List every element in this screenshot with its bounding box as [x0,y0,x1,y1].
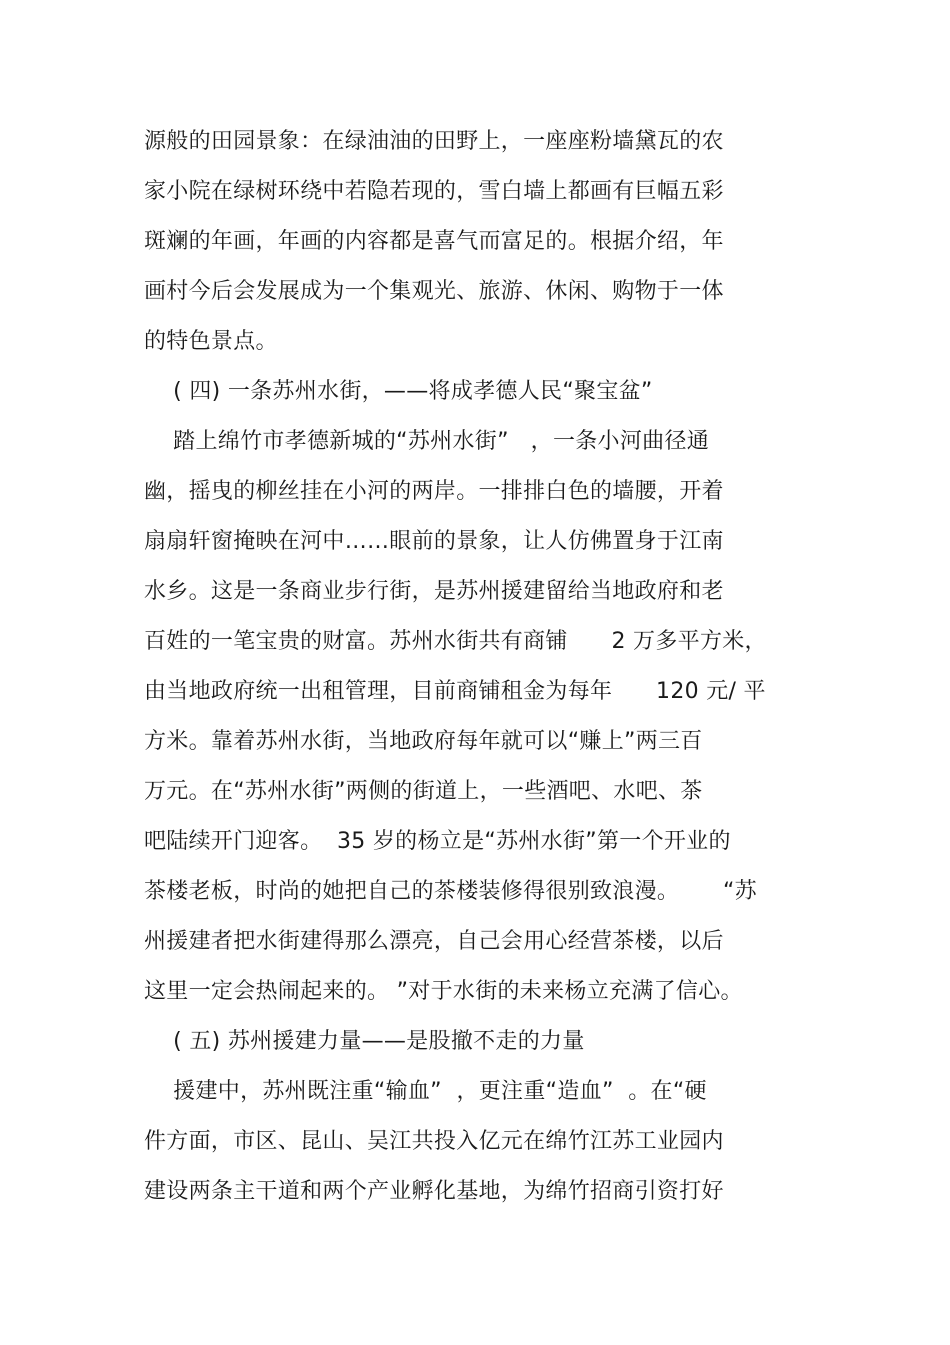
text-line: 件方面，市区、昆山、吴江共投入亿元在绵竹江苏工业园内 [144,1129,724,1154]
text-line: 这里一定会热闹起来的。 ”对于水街的未来杨立充满了信心。 [144,979,743,1004]
text-line: 水乡。这是一条商业步行街，是苏州援建留给当地政府和老 [144,579,724,604]
text-line: 斑斓的年画，年画的内容都是喜气而富足的。根据介绍，年 [144,229,724,254]
text-line: 幽，摇曳的柳丝挂在小河的两岸。一排排白色的墙腰，开着 [144,479,724,504]
text-line: 援建中，苏州既注重“输血” ，更注重“造血” 。在“硬 [144,1079,707,1104]
section-heading: ( 四) 一条苏州水街，——将成孝德人民“聚宝盆” [144,379,653,404]
text-line: 画村今后会发展成为一个集观光、旅游、休闲、购物于一体 [144,279,724,304]
text-line: 家小院在绿树环绕中若隐若现的，雪白墙上都画有巨幅五彩 [144,179,724,204]
section-heading: ( 五) 苏州援建力量——是股撤不走的力量 [144,1029,585,1054]
text-line: 的特色景点。 [144,329,278,354]
text-line: 由当地政府统一出租管理，目前商铺租金为每年 120 元/ 平 [144,679,766,704]
text-line: 扇扇轩窗掩映在河中……眼前的景象，让人仿佛置身于江南 [144,529,724,554]
text-line: 州援建者把水街建得那么漂亮，自己会用心经营茶楼，以后 [144,929,724,954]
text-line: 万元。在“苏州水街”两侧的街道上，一些酒吧、水吧、茶 [144,779,703,804]
text-line: 建设两条主干道和两个产业孵化基地，为绵竹招商引资打好 [144,1179,724,1204]
text-line: 踏上绵竹市孝德新城的“苏州水街” ，一条小河曲径通 [144,429,710,454]
text-line: 方米。靠着苏州水街，当地政府每年就可以“赚上”两三百 [144,729,703,754]
text-line: 茶楼老板，时尚的她把自己的茶楼装修得很别致浪漫。 “苏 [144,879,757,904]
text-line: 吧陆续开门迎客。 35 岁的杨立是“苏州水街”第一个开业的 [144,829,731,854]
text-line: 百姓的一笔宝贵的财富。苏州水街共有商铺 2 万多平方米， [144,629,767,654]
text-line: 源般的田园景象：在绿油油的田野上，一座座粉墙黛瓦的农 [144,129,724,154]
